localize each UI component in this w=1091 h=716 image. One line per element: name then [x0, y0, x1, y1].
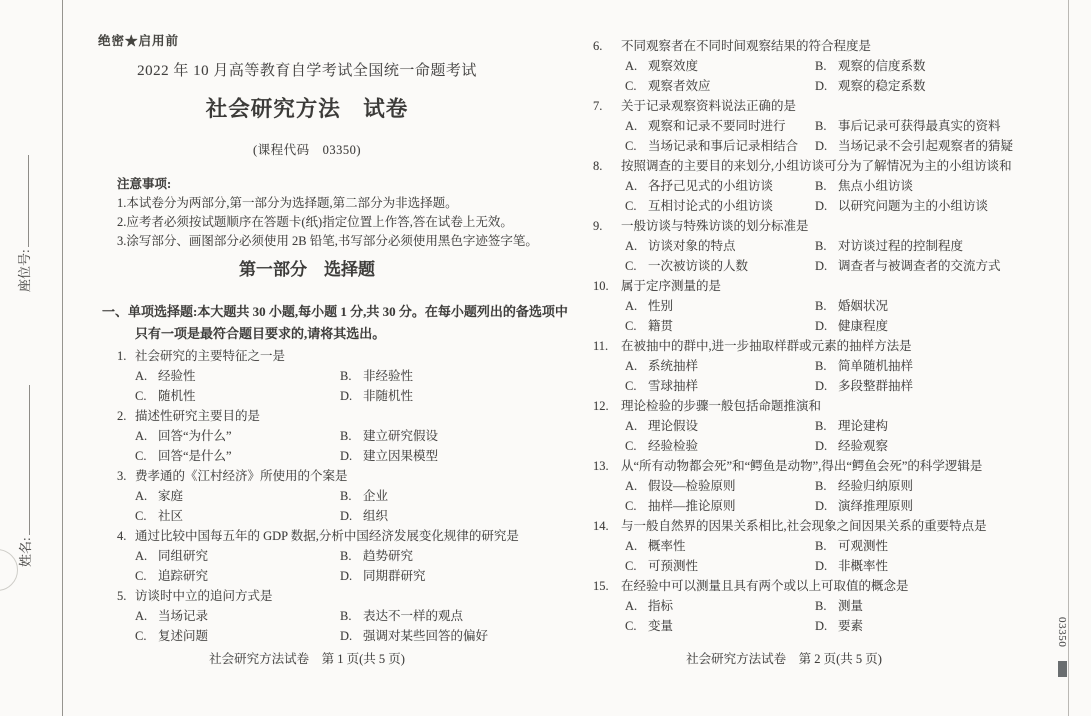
option-d	[815, 316, 1063, 336]
question	[593, 456, 1063, 516]
question-options	[117, 426, 573, 466]
option-text: 观察和记录不要同时进行	[648, 119, 786, 133]
option-d	[815, 376, 1063, 396]
question-stem-row	[593, 396, 1063, 416]
option-letter: D.	[340, 509, 353, 523]
seat-number-blank-line	[16, 155, 29, 247]
option-letter: D.	[815, 259, 828, 273]
option-a	[135, 426, 340, 446]
option-letter: D.	[340, 629, 353, 643]
option-letter: C.	[625, 559, 637, 573]
option-text: 可观测性	[838, 539, 889, 553]
option-letter: B.	[815, 419, 827, 433]
option-b	[815, 476, 1063, 496]
option-letter: D.	[815, 199, 828, 213]
option-letter: C.	[625, 439, 637, 453]
option-letter: B.	[340, 549, 352, 563]
option-text: 追踪研究	[158, 569, 209, 583]
option-letter: A.	[625, 539, 638, 553]
exam-session-title: 2022 年 10 月高等教育自学考试全国统一命题考试	[137, 63, 477, 79]
question-number: 12.	[593, 399, 609, 413]
option-text: 同组研究	[158, 549, 209, 563]
question-options	[117, 366, 573, 406]
option-letter: B.	[815, 539, 827, 553]
option-text: 经验观察	[838, 439, 889, 453]
option-b	[340, 366, 573, 386]
option-text: 企业	[363, 489, 389, 503]
question-options	[117, 546, 573, 586]
question-number: 15.	[593, 579, 609, 593]
notice-item-3: 3.涂写部分、画图部分必须使用 2B 铅笔,书写部分必须使用黑色字迹签字笔。	[117, 234, 538, 248]
option-text: 观察者效应	[648, 79, 711, 93]
option-letter: D.	[815, 439, 828, 453]
option-text: 可预测性	[648, 559, 699, 573]
question-options	[593, 536, 1063, 576]
question-number: 14.	[593, 519, 609, 533]
option-d	[815, 196, 1063, 216]
option-letter: C.	[625, 619, 637, 633]
question-stem: 从“所有动物都会死”和“鳄鱼是动物”,得出“鳄鱼会死”的科学逻辑是	[621, 459, 983, 473]
seat-number-field	[16, 155, 33, 292]
option-text: 家庭	[158, 489, 184, 503]
option-text: 雪球抽样	[648, 379, 699, 393]
option-letter: D.	[815, 619, 828, 633]
option-letter: B.	[340, 609, 352, 623]
option-letter: B.	[815, 359, 827, 373]
option-d	[815, 436, 1063, 456]
questions-page-1	[117, 346, 573, 646]
option-a	[625, 116, 815, 136]
option-text: 婚姻状况	[838, 299, 889, 313]
option-a	[135, 606, 340, 626]
option-text: 事后记录可获得最真实的资料	[838, 119, 1001, 133]
option-letter: D.	[340, 569, 353, 583]
option-c	[625, 496, 815, 516]
question-number: 8.	[593, 159, 603, 173]
option-text: 经验归纳原则	[838, 479, 914, 493]
option-letter: D.	[815, 559, 828, 573]
option-text: 建立因果模型	[363, 449, 439, 463]
option-text: 各抒己见式的小组访谈	[648, 179, 774, 193]
notice-item-2: 2.应考者必须按试题顺序在答题卡(纸)指定位置上作答,答在试卷上无效。	[117, 215, 513, 229]
option-text: 焦点小组访谈	[838, 179, 914, 193]
option-letter: D.	[815, 499, 828, 513]
question-options	[117, 486, 573, 526]
option-text: 当场记录不会引起观察者的猜疑	[838, 139, 1014, 153]
question-stem-row	[117, 346, 573, 366]
option-text: 系统抽样	[648, 359, 699, 373]
option-letter: D.	[340, 449, 353, 463]
option-b	[815, 356, 1063, 376]
option-a	[625, 476, 815, 496]
option-text: 以研究问题为主的小组访谈	[838, 199, 989, 213]
option-letter: A.	[625, 59, 638, 73]
option-text: 组织	[363, 509, 389, 523]
option-text: 理论建构	[838, 419, 889, 433]
option-b	[340, 486, 573, 506]
option-text: 测量	[838, 599, 864, 613]
option-text: 非随机性	[363, 389, 414, 403]
option-text: 调查者与被调查者的交流方式	[838, 259, 1001, 273]
option-text: 经验性	[158, 369, 196, 383]
seat-number-label: 座位号:	[17, 249, 32, 292]
question	[593, 576, 1063, 636]
option-d	[340, 626, 573, 646]
option-a	[625, 596, 815, 616]
option-letter: A.	[135, 429, 148, 443]
option-c	[135, 506, 340, 526]
option-d	[815, 76, 1063, 96]
option-letter: C.	[135, 449, 147, 463]
question-number: 4.	[117, 529, 127, 543]
option-c	[625, 616, 815, 636]
question-options	[593, 116, 1063, 156]
option-b	[815, 416, 1063, 436]
option-a	[625, 56, 815, 76]
option-text: 要素	[838, 619, 864, 633]
option-c	[625, 436, 815, 456]
option-b	[340, 546, 573, 566]
option-d	[340, 386, 573, 406]
option-b	[340, 606, 573, 626]
option-letter: C.	[625, 379, 637, 393]
question-stem-row	[593, 576, 1063, 596]
option-a	[625, 296, 815, 316]
option-text: 观察的信度系数	[838, 59, 926, 73]
question-number: 9.	[593, 219, 603, 233]
option-letter: C.	[625, 499, 637, 513]
option-d	[815, 496, 1063, 516]
question	[593, 396, 1063, 456]
option-text: 建立研究假设	[363, 429, 439, 443]
question	[593, 336, 1063, 396]
question	[593, 96, 1063, 156]
notice-heading: 注意事项:	[117, 177, 172, 191]
question-stem: 属于定序测量的是	[621, 279, 722, 293]
option-text: 多段整群抽样	[838, 379, 914, 393]
question-number: 1.	[117, 349, 127, 363]
section-title: 第一部分 选择题	[239, 260, 375, 279]
option-text: 籍贯	[648, 319, 674, 333]
option-letter: B.	[815, 119, 827, 133]
option-a	[625, 536, 815, 556]
option-letter: A.	[625, 299, 638, 313]
question-number: 6.	[593, 39, 603, 53]
question-stem: 按照调查的主要目的来划分,小组访谈可分为了解情况为主的小组访谈和	[621, 159, 1012, 173]
option-letter: A.	[625, 239, 638, 253]
option-text: 经验检验	[648, 439, 699, 453]
option-letter: B.	[815, 599, 827, 613]
option-c	[625, 76, 815, 96]
option-text: 随机性	[158, 389, 196, 403]
option-text: 回答“是什么”	[158, 449, 232, 463]
option-letter: D.	[815, 319, 828, 333]
option-letter: A.	[625, 419, 638, 433]
question	[117, 406, 573, 466]
option-text: 对访谈过程的控制程度	[838, 239, 964, 253]
questions-page-2	[593, 36, 1063, 636]
option-letter: A.	[625, 479, 638, 493]
option-text: 健康程度	[838, 319, 889, 333]
option-letter: B.	[815, 179, 827, 193]
option-text: 变量	[648, 619, 674, 633]
option-letter: D.	[815, 79, 828, 93]
option-d	[340, 506, 573, 526]
course-code-line: (课程代码 03350)	[252, 143, 362, 157]
option-letter: B.	[815, 299, 827, 313]
paper-title: 社会研究方法 试卷	[205, 97, 409, 121]
question-stem: 与一般自然界的因果关系相比,社会现象之间因果关系的重要特点是	[621, 519, 987, 533]
question	[593, 276, 1063, 336]
option-letter: C.	[625, 199, 637, 213]
option-d	[815, 256, 1063, 276]
option-letter: C.	[625, 319, 637, 333]
question-stem: 关于记录观察资料说法正确的是	[621, 99, 797, 113]
question	[593, 516, 1063, 576]
option-letter: A.	[135, 369, 148, 383]
option-b	[815, 116, 1063, 136]
option-c	[625, 556, 815, 576]
option-c	[135, 386, 340, 406]
option-text: 表达不一样的观点	[363, 609, 464, 623]
option-text: 非概率性	[838, 559, 889, 573]
security-notice: 绝密★启用前	[98, 34, 180, 48]
option-d	[340, 566, 573, 586]
question-stem: 在被抽中的群中,进一步抽取样群或元素的抽样方法是	[621, 339, 912, 353]
question	[117, 346, 573, 406]
option-letter: C.	[625, 259, 637, 273]
question	[117, 586, 573, 646]
question	[593, 156, 1063, 216]
question-stem: 一般访谈与特殊访谈的划分标准是	[621, 219, 809, 233]
question-options	[593, 356, 1063, 396]
question-stem-row	[117, 586, 573, 606]
option-d	[815, 556, 1063, 576]
question-stem: 不同观察者在不同时间观察结果的符合程度是	[621, 39, 872, 53]
course-code-vertical: 03350	[1056, 617, 1068, 648]
option-text: 复述问题	[158, 629, 209, 643]
option-letter: A.	[135, 609, 148, 623]
option-d	[815, 136, 1063, 156]
name-label: 姓名:	[18, 537, 33, 567]
question-options	[593, 596, 1063, 636]
option-text: 强调对某些回答的偏好	[363, 629, 489, 643]
option-letter: A.	[135, 489, 148, 503]
question-stem-row	[593, 276, 1063, 296]
option-b	[815, 596, 1063, 616]
option-text: 当场记录	[158, 609, 209, 623]
question-stem-row	[593, 456, 1063, 476]
option-text: 当场记录和事后记录相结合	[648, 139, 799, 153]
option-text: 演绎推理原则	[838, 499, 914, 513]
option-text: 互相讨论式的小组访谈	[648, 199, 774, 213]
instruction-line-2: 只有一项是最符合题目要求的,请将其选出。	[135, 326, 386, 341]
option-letter: B.	[340, 369, 352, 383]
question-stem-row	[117, 526, 573, 546]
option-text: 趋势研究	[363, 549, 414, 563]
question-stem-row	[593, 36, 1063, 56]
instruction-line-1: 一、单项选择题:本大题共 30 小题,每小题 1 分,共 30 分。在每小题列出的备选项中	[102, 304, 568, 319]
question-stem-row	[593, 516, 1063, 536]
question-stem: 社会研究的主要特征之一是	[135, 349, 286, 363]
option-a	[135, 366, 340, 386]
option-letter: B.	[815, 479, 827, 493]
question-options	[593, 296, 1063, 336]
option-b	[815, 536, 1063, 556]
question-stem: 费孝通的《江村经济》所使用的个案是	[135, 469, 348, 483]
question-number: 2.	[117, 409, 127, 423]
option-letter: D.	[815, 379, 828, 393]
option-b	[815, 176, 1063, 196]
option-text: 观察效度	[648, 59, 699, 73]
question-stem-row	[117, 466, 573, 486]
stamp-arc-mark	[0, 549, 18, 591]
question-number: 11.	[593, 339, 609, 353]
question-stem-row	[593, 96, 1063, 116]
question-number: 10.	[593, 279, 609, 293]
option-text: 社区	[158, 509, 184, 523]
section-instruction	[102, 301, 573, 345]
option-text: 访谈对象的特点	[648, 239, 736, 253]
option-a	[625, 356, 815, 376]
option-text: 性别	[648, 299, 674, 313]
question-number: 3.	[117, 469, 127, 483]
option-letter: A.	[135, 549, 148, 563]
option-text: 指标	[648, 599, 674, 613]
option-letter: A.	[625, 359, 638, 373]
option-letter: C.	[135, 509, 147, 523]
option-d	[340, 446, 573, 466]
left-margin-rule	[62, 0, 63, 716]
option-letter: C.	[625, 139, 637, 153]
option-a	[625, 236, 815, 256]
option-c	[135, 626, 340, 646]
option-letter: A.	[625, 599, 638, 613]
option-letter: D.	[340, 389, 353, 403]
option-letter: B.	[340, 489, 352, 503]
option-a	[625, 416, 815, 436]
option-text: 同期群研究	[363, 569, 426, 583]
page-2-footer: 社会研究方法试卷 第 2 页(共 5 页)	[686, 652, 882, 666]
question-options	[117, 606, 573, 646]
question	[593, 216, 1063, 276]
question-options	[593, 476, 1063, 516]
question-stem-row	[593, 336, 1063, 356]
page-1-footer: 社会研究方法试卷 第 1 页(共 5 页)	[209, 652, 405, 666]
question-number: 13.	[593, 459, 609, 473]
option-text: 非经验性	[363, 369, 414, 383]
name-blank-line	[17, 385, 30, 535]
option-text: 回答“为什么”	[158, 429, 232, 443]
question-stem: 理论检验的步骤一般包括命题推演和	[621, 399, 822, 413]
option-b	[815, 236, 1063, 256]
option-text: 理论假设	[648, 419, 699, 433]
option-letter: A.	[625, 179, 638, 193]
option-letter: C.	[135, 389, 147, 403]
option-b	[340, 426, 573, 446]
option-letter: C.	[135, 629, 147, 643]
question-options	[593, 56, 1063, 96]
question-options	[593, 416, 1063, 456]
question	[593, 36, 1063, 96]
option-text: 概率性	[648, 539, 686, 553]
option-letter: C.	[625, 79, 637, 93]
option-letter: D.	[815, 139, 828, 153]
question-stem: 通过比较中国每五年的 GDP 数据,分析中国经济发展变化规律的研究是	[135, 529, 519, 543]
page-1	[98, 0, 573, 646]
question-stem-row	[593, 216, 1063, 236]
option-a	[135, 546, 340, 566]
question	[117, 526, 573, 586]
option-a	[135, 486, 340, 506]
question-stem: 描述性研究主要目的是	[135, 409, 261, 423]
option-text: 假设—检验原则	[648, 479, 736, 493]
notice-item-1: 1.本试卷分为两部分,第一部分为选择题,第二部分为非选择题。	[117, 196, 458, 210]
option-c	[135, 566, 340, 586]
option-c	[625, 376, 815, 396]
option-b	[815, 296, 1063, 316]
question-options	[593, 176, 1063, 216]
option-text: 抽样—推论原则	[648, 499, 736, 513]
option-d	[815, 616, 1063, 636]
option-letter: A.	[625, 119, 638, 133]
option-text: 一次被访谈的人数	[648, 259, 749, 273]
question-stem: 在经验中可以测量且具有两个或以上可取值的概念是	[621, 579, 909, 593]
option-letter: B.	[815, 239, 827, 253]
question-stem-row	[593, 156, 1063, 176]
option-letter: B.	[815, 59, 827, 73]
name-field	[17, 385, 34, 567]
question-number: 5.	[117, 589, 127, 603]
option-letter: C.	[135, 569, 147, 583]
option-c	[625, 196, 815, 216]
question	[117, 466, 573, 526]
option-letter: B.	[340, 429, 352, 443]
question-stem: 访谈时中立的追问方式是	[135, 589, 273, 603]
option-c	[625, 136, 815, 156]
option-b	[815, 56, 1063, 76]
option-a	[625, 176, 815, 196]
option-text: 简单随机抽样	[838, 359, 914, 373]
question-stem-row	[117, 406, 573, 426]
question-number: 7.	[593, 99, 603, 113]
option-text: 观察的稳定系数	[838, 79, 926, 93]
page-2	[593, 35, 1063, 636]
registration-mark	[1058, 661, 1067, 677]
right-margin-rule	[1068, 0, 1069, 716]
option-c	[135, 446, 340, 466]
option-c	[625, 316, 815, 336]
question-options	[593, 236, 1063, 276]
option-c	[625, 256, 815, 276]
